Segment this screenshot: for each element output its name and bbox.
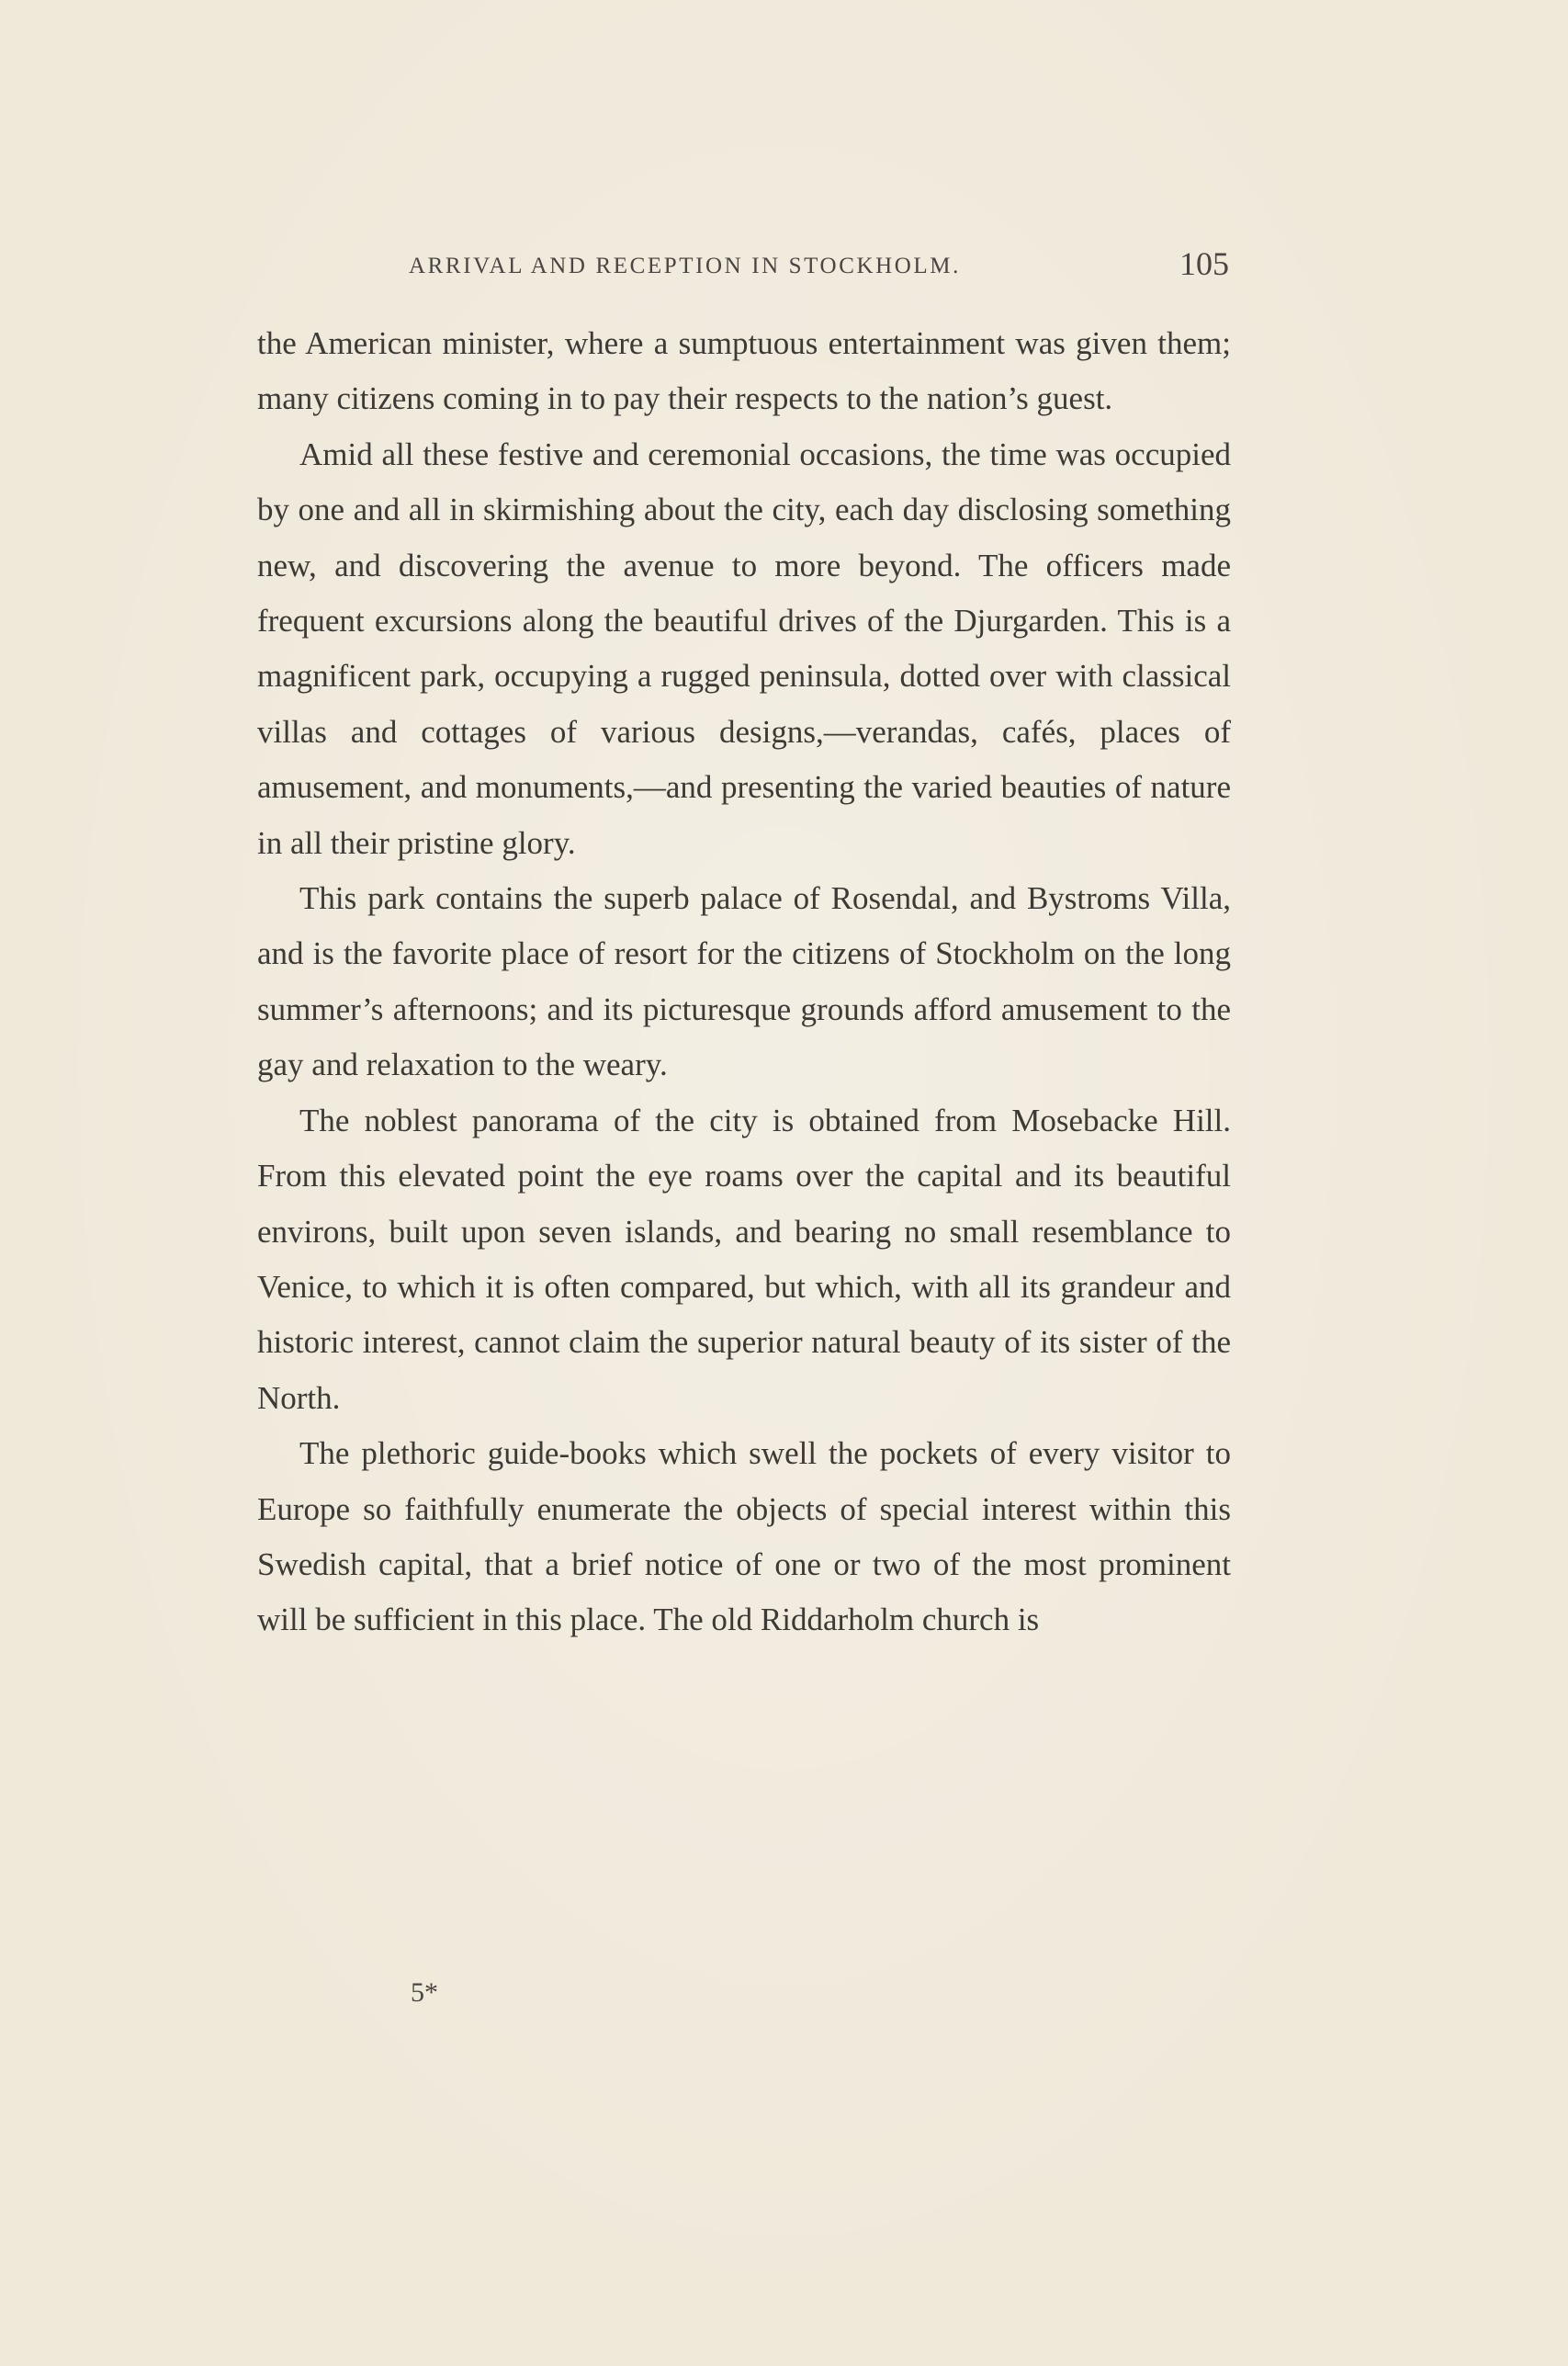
running-title: ARRIVAL AND RECEPTION IN STOCKHOLM.	[409, 254, 961, 278]
page-number: 105	[1179, 245, 1229, 282]
paragraph-2: Amid all these festive and ceremonial occasions, the time was occupied by one and all in skirmishing about the city, each day disclosing something new, and discovering the avenue to more beyond. The officers made frequent excursions along the beautiful drives of the Djurgarden. This is a magnificent park, occupying a rugged peninsula, dotted over with classical villas and cottages of various designs,—verandas, cafés, places of amusement, and monuments,—and presenting the varied beauties of nature in all their pristine glory.	[257, 436, 1231, 861]
paragraph-3: This park contains the superb palace of Rosendal, and Bystroms Villa, and is the favorite place of resort for the citizens of Stockholm on the long summer’s afternoons; and its picturesque grounds afford amusement to the gay and relaxation to the weary.	[257, 880, 1231, 1083]
running-head	[257, 244, 1240, 289]
paragraph-4: The noblest panorama of the city is obtained from Mosebacke Hill. From this elevated point the eye roams over the capital and its beautiful environs, built upon seven islands, and bearing no small resemblance to Venice, to which it is often compared, but which, with all its grandeur and historic interest, cannot claim the superior natural beauty of its sister of the North.	[257, 1102, 1231, 1416]
signature-mark: 5*	[411, 1977, 438, 2008]
paragraph-5: The plethoric guide-books which swell the pockets of every visitor to Europe so faithfully enumerate the objects of special interest within this Swedish capital, that a brief notice of one or two of the most prominent will be sufficient in this place. The old Riddarholm church is	[257, 1435, 1231, 1638]
paragraph-1: the American minister, where a sumptuous entertainment was given them; many citizens coming in to pay their respects to the nation’s guest.	[257, 325, 1231, 417]
body-text	[257, 316, 1231, 1648]
